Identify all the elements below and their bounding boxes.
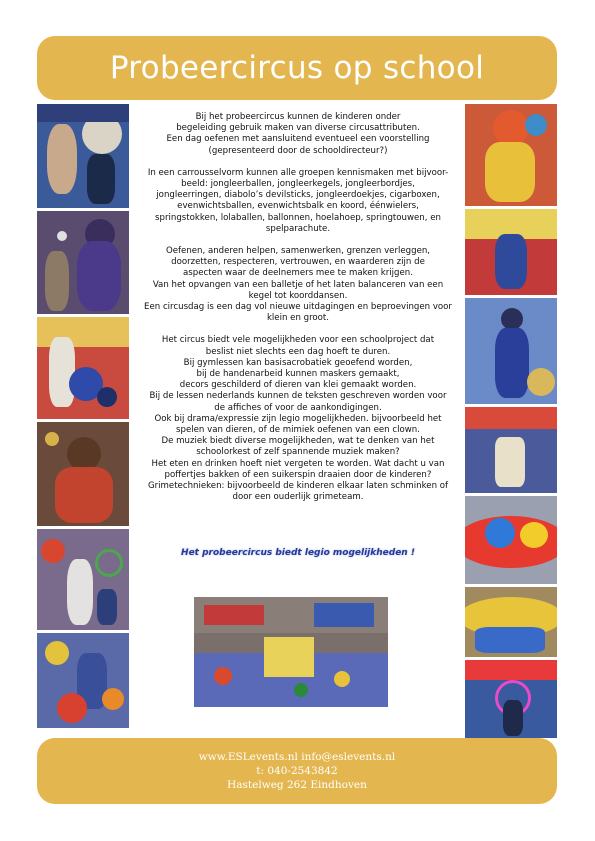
header-banner — [37, 36, 557, 100]
paragraph-intro: Bij het probeercircus kunnen de kinderen onder begeleiding gebruik maken van diverse circusattributen. Een dag oefenen met aansluitend eventueel een voorstelling (gepresenteerd door de schooldirecteur?) — [166, 112, 430, 156]
photo-circus-tent-interior — [465, 209, 557, 295]
photo-parachute — [465, 496, 557, 584]
photo-ball-balance — [37, 317, 129, 419]
photo-boy-hands-head — [37, 422, 129, 526]
photo-hoops-children — [37, 529, 129, 630]
footer-address: Hastelweg 262 Eindhoven — [227, 779, 367, 791]
page-title: Probeercircus op school — [109, 50, 485, 86]
photo-parachute-tunnel — [465, 587, 557, 657]
photo-hat-performer — [37, 211, 129, 314]
photo-circus-room — [194, 597, 388, 707]
body-text — [139, 112, 457, 515]
photo-juggling-children — [37, 104, 129, 208]
paragraph-school-project: Het circus biedt vele mogelijkheden voor een schoolproject dat beslist niet slechts een dag hoeft te duren. Bij gymlessen kan basisacrobatiek geoefend worden, bij de handenarbeid kunnen maskers gemaakt, decors geschilderd of dieren van klei gemaakt worden. Bij de lessen nederlands kunnen de teksten geschreven worden voor de affiches of voor de aankondigingen. Ook bij drama/expressie zijn legio mogelijkheden. bijvoorbeeld het spelen van dieren, of de mimiek oefenen van een clown. De muziek biedt diverse mogelijkheden, wat te denken van het schoolorkest of zelf spannende muziek maken? Het eten en drinken hoeft niet vergeten te worden. Wat dacht u van poffertjes bakken of een suikerspin draaien door de kinderen? Grimetechnieken: bijvoorbeeld de kinderen elkaar laten schminken of door een ouderlijk grimeteam. — [147, 335, 449, 503]
slogan: Het probeercircus biedt legio mogelijkheden ! — [181, 548, 415, 558]
right-photo-column — [465, 104, 557, 741]
paragraph-carousel: In een carrousselvorm kunnen alle groepen kennismaken met bijvoor- beeld: jongleerballen, jongleerkegels, jongleerbordjes, jongleerringen, diabolo’s devilsticks, jongleerdoekjes, cigarboxen, evenwichtsballen, evenwichtsbalk en koord, éénwielers, springstokken, lolaballen, ballonnen, hoelahoep, springtouwen, en spelparachute. — [147, 167, 449, 234]
footer-phone: t: 040-2543842 — [256, 765, 338, 777]
photo-clown — [465, 104, 557, 206]
photo-performer-blue — [465, 298, 557, 404]
footer-banner — [37, 738, 557, 804]
left-photo-column — [37, 104, 129, 731]
paragraph-skills: Oefenen, anderen helpen, samenwerken, grenzen verleggen, doorzetten, respecteren, vertrouwen, en waarderen zijn de aspecten waar de deelnemers mee te maken krijgen. Van het opvangen van een balletje of het laten balanceren van een kegel tot koorddansen. Een circusdag is een dag vol nieuwe uitdagingen en beproevingen voor klein en groot. — [144, 246, 452, 324]
photo-stage-decor — [465, 407, 557, 493]
photo-hoop-tent — [465, 660, 557, 738]
footer-web-email: www.ESLevents.nl info@eslevents.nl — [198, 751, 396, 763]
photo-colorful-balls — [37, 633, 129, 728]
